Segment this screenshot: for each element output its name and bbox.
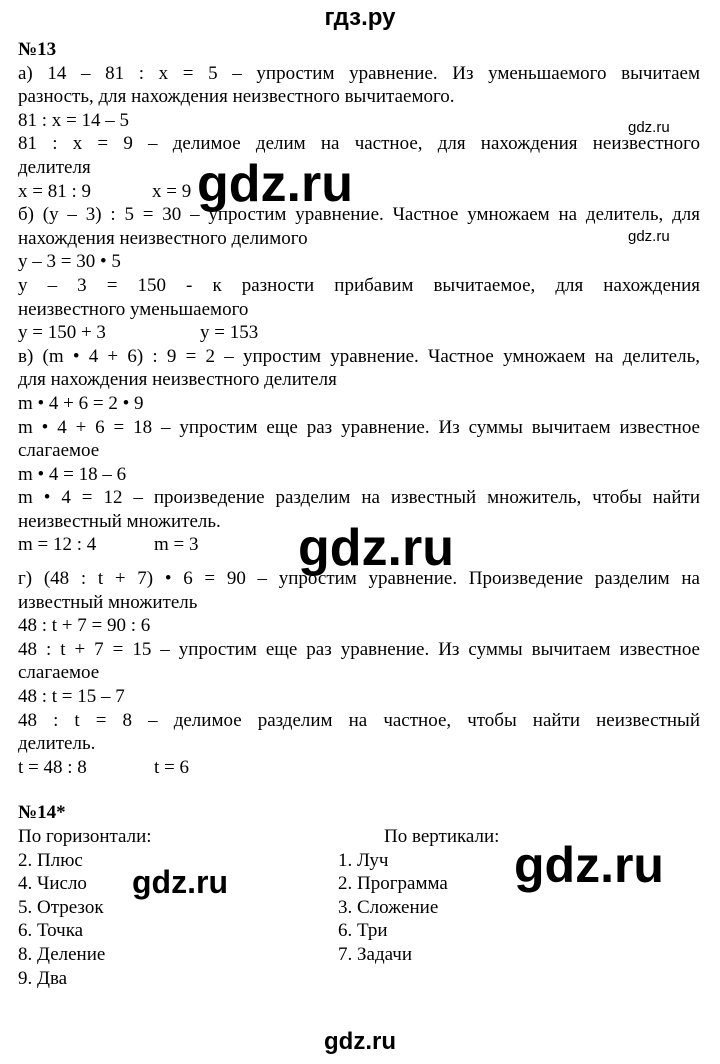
task-13b-line-4: y – 3 = 150 - к разности прибавим вычитаемое, для нахождения [18,274,700,296]
watermark-large: gdz.ru [197,155,353,213]
watermark-small: gdz.ru [628,228,670,245]
task-13b-line-6 [18,321,700,345]
task-13d-answer: t = 6 [154,756,189,778]
task-13-title: №13 [18,39,57,60]
task-13d-line-2: известный множитель [18,591,198,613]
task-13c-line-7: m • 4 = 12 – произведение разделим на известный множитель, чтобы найти [18,487,700,509]
task-13c-line-8: неизвестный множитель. [18,510,221,532]
watermark-small: gdz.ru [628,119,670,136]
task-13a-line-6 [18,180,700,204]
task-13a-line-4: 81 : x = 9 – делимое делим на частное, для нахождения неизвестного [18,133,700,155]
task-13d-line-7: 48 : t = 8 – делимое разделим на частное, чтобы найти неизвестный [18,709,700,731]
vertical-column [338,825,499,967]
horizontal-item: 8. Деление [18,943,106,965]
task-13b-answer: y = 153 [200,322,259,344]
task-13d-line-1: г) (48 : t + 7) • 6 = 90 – упростим уравнение. Произведение разделим на [18,568,700,590]
task-13b-line-2: нахождения неизвестного делимого [18,227,308,249]
task-13d-line-3: 48 : t + 7 = 90 : 6 [18,615,151,637]
task-13c-line-5: слагаемое [18,440,100,462]
header-site-name: гдз.ру [324,4,396,31]
horizontal-item: 5. Отрезок [18,896,104,918]
task-13c-line-3: m • 4 + 6 = 2 • 9 [18,392,144,414]
footer-site-name: gdz.ru [324,1028,396,1055]
task-13d-step-1: t = 48 : 8 [18,756,87,778]
horizontal-item: 6. Точка [18,920,84,942]
task-13c-line-4: m • 4 + 6 = 18 – упростим еще раз уравнение. Из суммы вычитаем известное [18,416,700,438]
task-13d-line-5: слагаемое [18,662,100,684]
task-13c-answer: m = 3 [154,534,199,556]
task-13d-line-9 [18,756,700,780]
task-13c-line-6: m • 4 = 18 – 6 [18,463,127,485]
horizontal-column [18,825,152,990]
task-13c-line-2: для нахождения неизвестного делителя [18,369,337,391]
watermark-medium: gdz.ru [132,864,228,900]
watermark-large: gdz.ru [298,519,454,577]
task-13c-step-1: m = 12 : 4 [18,534,97,556]
vertical-item: 7. Задачи [338,943,413,965]
task-13b-step-1: y = 150 + 3 [18,322,106,344]
vertical-item: 2. Программа [338,873,448,895]
vertical-item: 6. Три [338,920,388,942]
task-13d-line-6: 48 : t = 15 – 7 [18,686,125,708]
horizontal-item: 4. Число [18,873,87,895]
watermark-large: gdz.ru [514,837,664,893]
task-13a-line-5: делителя [18,156,91,178]
vertical-item: 3. Сложение [338,896,439,918]
vertical-item: 1. Луч [338,849,389,871]
task-13a-step-1: x = 81 : 9 [18,180,91,202]
vertical-title: По вертикали: [384,826,500,847]
task-13b-line-5: неизвестного уменьшаемого [18,298,249,320]
task-13d-line-8: делитель. [18,733,96,755]
horizontal-item: 2. Плюс [18,849,83,871]
task-13a-answer: x = 9 [152,180,192,202]
task-13a-line-1: а) 14 – 81 : x = 5 – упростим уравнение. Из уменьшаемого вычитаем [18,62,700,84]
task-13b-line-3: y – 3 = 30 • 5 [18,251,121,273]
task-13c-line-1: в) (m • 4 + 6) : 9 = 2 – упростим уравнение. Частное умножаем на делитель, [18,345,700,367]
horizontal-item: 9. Два [18,967,68,989]
task-13a-line-2: разность, для нахождения неизвестного вычитаемого. [18,86,455,108]
task-14-title: №14* [18,802,66,824]
task-13d-line-4: 48 : t + 7 = 15 – упростим еще раз уравнение. Из суммы вычитаем известное [18,638,700,660]
horizontal-title: По горизонтали: [18,826,152,847]
task-13a-line-3: 81 : x = 14 – 5 [18,109,129,131]
task-13b-line-1: б) (y – 3) : 5 = 30 – упростим уравнение. Частное умножаем на делитель, для [18,204,700,226]
